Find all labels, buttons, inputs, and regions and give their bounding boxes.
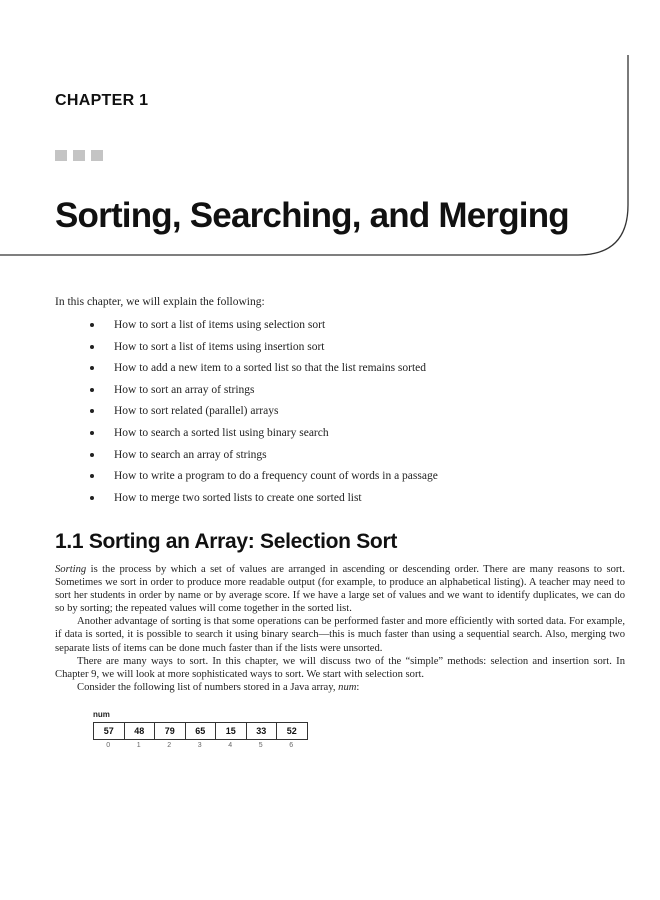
bullet-icon [90, 431, 94, 435]
list-item [90, 491, 438, 513]
bullet-icon [90, 453, 94, 457]
list-item-text: How to search an array of strings [114, 448, 267, 461]
bullet-icon [90, 409, 94, 413]
array-indices [93, 740, 308, 749]
array-figure [93, 710, 308, 749]
array-cell: 57 [93, 722, 125, 740]
bullet-icon [90, 474, 94, 478]
objectives-list [90, 318, 438, 512]
list-item [90, 318, 438, 340]
array-index: 4 [228, 742, 233, 749]
array-cells [93, 722, 308, 740]
array-index: 6 [289, 742, 294, 749]
decor-square [91, 150, 103, 161]
term-sorting: Sorting [55, 564, 87, 575]
array-index: 5 [258, 742, 263, 749]
decor-square [55, 150, 67, 161]
list-item-text: How to write a program to do a frequency count of words in a passage [114, 470, 438, 483]
list-item-text: How to merge two sorted lists to create one sorted list [114, 491, 362, 504]
array-index: 1 [136, 742, 141, 749]
paragraph [55, 563, 625, 615]
array-cell: 15 [215, 722, 247, 740]
paragraph-text: Consider the following list of numbers stored in a Java array, [77, 681, 339, 693]
list-item-text: How to add a new item to a sorted list so that the list remains sorted [114, 362, 427, 375]
bullet-icon [90, 323, 94, 327]
list-item [90, 340, 438, 362]
list-item [90, 448, 438, 470]
list-item-text: How to sort a list of items using insertion sort [114, 340, 325, 353]
paragraph [55, 681, 625, 694]
bullet-icon [90, 345, 94, 349]
array-index: 0 [106, 742, 111, 749]
section-body [55, 563, 625, 694]
chapter-decoration [55, 150, 103, 161]
paragraph-text: is the process by which a set of values are arranged in ascending or descending order. There are many reasons to sort. Sometimes we sort in order to produce more readable output (for example, to produce an alphabetical listing). A teacher may need to sort her students in order by name or by average score. If we have a large set of values and we want to identify duplicates, we can do so by sorting; the repeated values will come together in the sorted list. [55, 564, 625, 615]
array-label: num [93, 710, 110, 719]
paragraph: There are many ways to sort. In this chapter, we will discuss two of the “simple” methods: selection and insertion sort. In Chapter 9, we will look at more sophisticated ways to sort. We start with selection sort. [55, 655, 625, 680]
intro-lead: In this chapter, we will explain the following: [55, 296, 265, 308]
list-item-text: How to sort related (parallel) arrays [114, 405, 279, 418]
array-index: 2 [167, 742, 172, 749]
list-item [90, 361, 438, 383]
bullet-icon [90, 366, 94, 370]
array-cell: 52 [276, 722, 308, 740]
list-item [90, 469, 438, 491]
array-var-name: num [338, 681, 357, 693]
list-item [90, 383, 438, 405]
list-item [90, 404, 438, 426]
chapter-label: CHAPTER 1 [55, 92, 149, 109]
list-item-text: How to sort a list of items using selection sort [114, 319, 326, 331]
bullet-icon [90, 496, 94, 500]
array-cell: 79 [154, 722, 186, 740]
bullet-icon [90, 388, 94, 392]
list-item [90, 426, 438, 448]
list-item-text: How to sort an array of strings [114, 383, 255, 396]
chapter-title: Sorting, Searching, and Merging [55, 196, 569, 235]
list-item-text: How to search a sorted list using binary search [114, 426, 329, 439]
section-heading: 1.1 Sorting an Array: Selection Sort [55, 530, 398, 553]
array-cell: 65 [185, 722, 217, 740]
array-index: 3 [197, 742, 202, 749]
paragraph-text: : [356, 681, 360, 693]
paragraph: Another advantage of sorting is that some operations can be performed faster and more efficiently with sorted data. For example, if data is sorted, it is possible to search it using binary search—this is much faster than using a sequential search. Also, merging two separate lists of items can be done much faster than if the lists were unsorted. [55, 616, 625, 654]
array-cell: 33 [246, 722, 278, 740]
array-cell: 48 [124, 722, 156, 740]
decor-square [73, 150, 85, 161]
